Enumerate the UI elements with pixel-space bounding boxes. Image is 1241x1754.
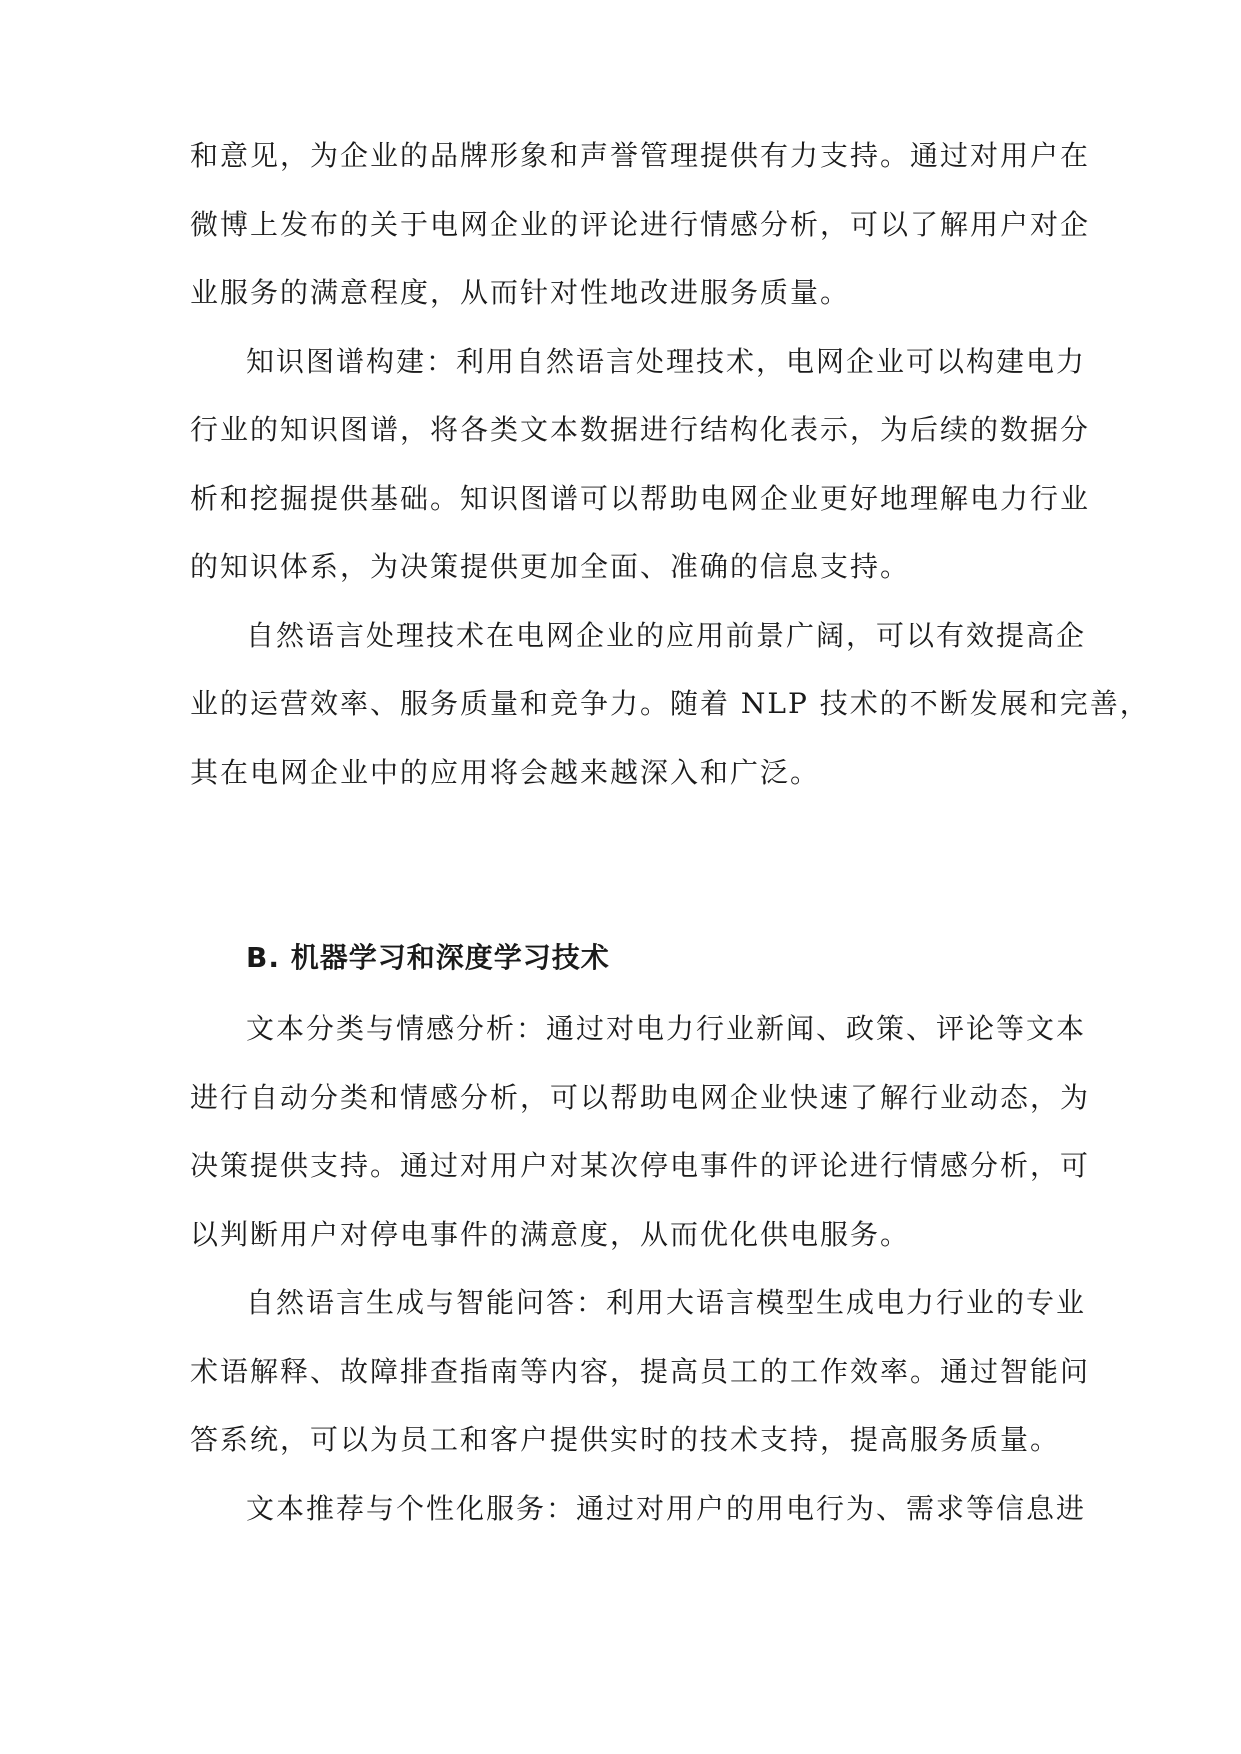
paragraph-3-line-1: 自然语言处理技术在电网企业的应用前景广阔，可以有效提高企 xyxy=(246,619,1087,652)
paragraph-2-line-2: 行业的知识图谱，将各类文本数据进行结构化表示，为后续的数据分 xyxy=(190,413,1091,446)
section-paragraph-2-line-3: 答系统，可以为员工和客户提供实时的技术支持，提高服务质量。 xyxy=(190,1423,1061,1456)
paragraph-2-line-1: 知识图谱构建：利用自然语言处理技术，电网企业可以构建电力 xyxy=(246,345,1087,378)
paragraph-3-line-2: 业的运营效率、服务质量和竞争力。随着 NLP 技术的不断发展和完善， xyxy=(190,687,1150,720)
section-paragraph-1-line-2: 进行自动分类和情感分析，可以帮助电网企业快速了解行业动态，为 xyxy=(190,1081,1091,1114)
section-paragraph-1-line-1: 文本分类与情感分析：通过对电力行业新闻、政策、评论等文本 xyxy=(246,1012,1087,1045)
section-paragraph-3-line-1: 文本推荐与个性化服务：通过对用户的用电行为、需求等信息进 xyxy=(246,1492,1087,1525)
paragraph-2-line-3: 析和挖掘提供基础。知识图谱可以帮助电网企业更好地理解电力行业 xyxy=(190,482,1091,515)
paragraph-2-line-4: 的知识体系，为决策提供更加全面、准确的信息支持。 xyxy=(190,550,911,583)
section-paragraph-2-line-1: 自然语言生成与智能问答：利用大语言模型生成电力行业的专业 xyxy=(246,1286,1087,1319)
section-paragraph-1-line-3: 决策提供支持。通过对用户对某次停电事件的评论进行情感分析，可 xyxy=(190,1149,1091,1182)
section-heading: B. 机器学习和深度学习技术 xyxy=(246,941,610,974)
paragraph-1-line-1: 和意见，为企业的品牌形象和声誉管理提供有力支持。通过对用户在 xyxy=(190,139,1091,172)
section-paragraph-2-line-2: 术语解释、故障排查指南等内容，提高员工的工作效率。通过智能问 xyxy=(190,1355,1091,1388)
paragraph-1-line-2: 微博上发布的关于电网企业的评论进行情感分析，可以了解用户对企 xyxy=(190,208,1091,241)
section-paragraph-1-line-4: 以判断用户对停电事件的满意度，从而优化供电服务。 xyxy=(190,1218,911,1251)
paragraph-3-line-3: 其在电网企业中的应用将会越来越深入和广泛。 xyxy=(190,756,821,789)
paragraph-1-line-3: 业服务的满意程度，从而针对性地改进服务质量。 xyxy=(190,276,851,309)
